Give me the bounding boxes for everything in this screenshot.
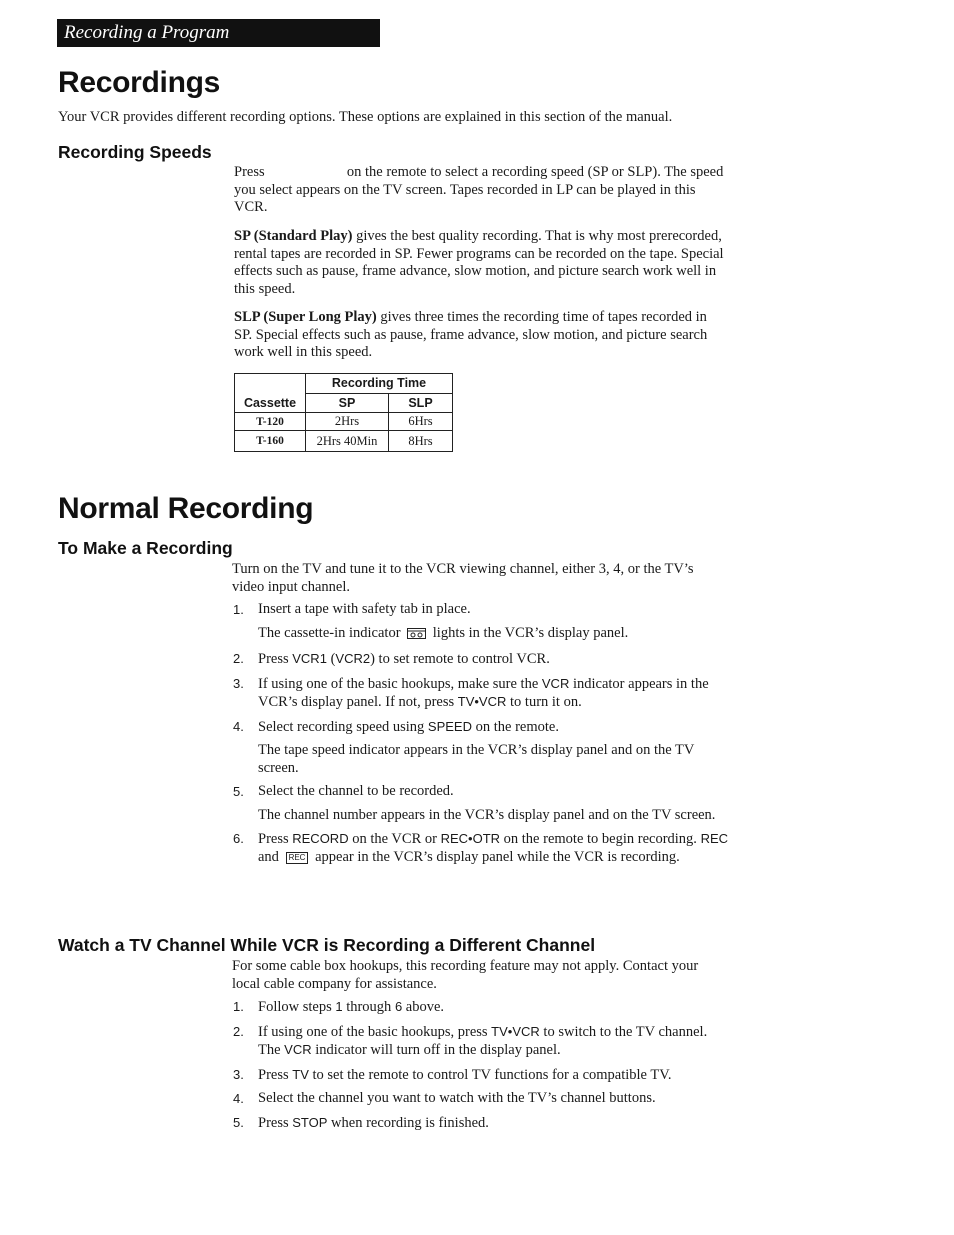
step-text: appear in the VCR’s display panel while the VCR is recording.: [311, 848, 680, 865]
step-number: 1.: [233, 602, 244, 617]
make-recording-steps: [233, 601, 728, 872]
step-number: 5.: [233, 784, 244, 799]
step-number: 4.: [233, 718, 244, 734]
to-make-recording-title: To Make a Recording: [58, 538, 233, 558]
step-text: when recording is finished.: [327, 1114, 489, 1131]
stop-key-label: STOP: [292, 1114, 328, 1130]
step-text: Press: [258, 1114, 293, 1131]
tv-vcr-key-label: TV•VCR: [491, 1023, 540, 1039]
step-ref-1: 1: [335, 999, 343, 1014]
step-text: Select the channel to be recorded.: [258, 783, 454, 799]
vcr2-key-label: VCR2: [335, 651, 371, 666]
recordings-intro: Your VCR provides different recording options. These options are explained in this section of the manual.: [58, 109, 673, 125]
step-number: 2.: [233, 651, 244, 666]
step-text: Follow steps: [258, 999, 336, 1015]
step-text: Press: [258, 651, 293, 667]
step-sub-text-b: lights in the VCR’s display panel.: [432, 624, 629, 641]
record-key-label: RECORD: [292, 831, 349, 846]
col-group-recording-time: Recording Time: [306, 374, 453, 394]
speed-key-label: SPEED: [427, 718, 472, 734]
step-text: indicator appears in the VCR’s display panel. If not, press: [258, 675, 709, 710]
step-text: If using one of the basic hookups, press: [258, 1023, 492, 1040]
step-text: on the VCR or: [348, 831, 441, 847]
step-text: to turn it on.: [506, 694, 582, 710]
step-text: (: [326, 651, 336, 667]
step-text: indicator will turn off in the display panel.: [311, 1042, 561, 1058]
normal-recording-title: Normal Recording: [58, 492, 314, 525]
list-item: [233, 1090, 728, 1108]
step-number: 2.: [233, 1023, 244, 1039]
col-slp: SLP: [389, 393, 453, 413]
recording-time-table: [234, 373, 453, 452]
tv-vcr-key-label: TV•VCR: [457, 694, 507, 709]
rec-indicator-label: REC: [700, 831, 729, 846]
slp-paragraph: [234, 309, 728, 362]
list-item: [233, 601, 728, 644]
vcr-indicator-label: VCR: [284, 1042, 312, 1057]
cell-cassette: T-160: [235, 431, 306, 452]
step-sub: The tape speed indicator appears in the VCR’s display panel and on the TV screen.: [258, 742, 695, 776]
list-item: [233, 1023, 728, 1060]
speeds-text-a: Press: [234, 164, 269, 180]
step-text: Press: [258, 1066, 293, 1083]
step-text: Press: [258, 831, 293, 847]
step-text: above.: [402, 999, 445, 1015]
list-item: [233, 998, 728, 1017]
sp-text: gives the best quality recording. That is why most prerecorded, rental tapes are recorded in SP. Fewer programs can be recorded on the tape. Special effects such as pause, frame advance, slow motion, and picture search work well in this speed.: [234, 228, 724, 297]
cell-slp: 6Hrs: [389, 413, 453, 431]
cell-cassette: T-120: [235, 413, 306, 431]
recordings-title: Recordings: [58, 66, 221, 99]
step-text: on the remote.: [472, 718, 559, 735]
speeds-text-b: on the remote to select a recording speed (SP or SLP). The speed you select appears on the TV screen. Tapes recorded in LP can be played in this VCR.: [234, 164, 724, 215]
step-text: ) to set remote to control VCR.: [370, 651, 550, 667]
list-item: [233, 830, 728, 866]
step-text: Select recording speed using: [258, 718, 428, 735]
list-item: [233, 675, 728, 712]
step-text: to set the remote to control TV functions for a compatible TV.: [308, 1066, 672, 1083]
cell-slp: 8Hrs: [389, 431, 453, 452]
list-item: [233, 1114, 728, 1133]
list-item: [233, 783, 728, 824]
recording-speeds-title: Recording Speeds: [58, 142, 212, 162]
step-text: and: [258, 848, 283, 865]
step-sub: The channel number appears in the VCR’s display panel and on the TV screen.: [258, 806, 716, 823]
make-intro: Turn on the TV and tune it to the VCR viewing channel, either 3, 4, or the TV’s video input channel.: [232, 561, 694, 595]
cell-sp: 2Hrs: [306, 413, 389, 431]
sp-term: SP (Standard Play): [234, 228, 353, 244]
list-item: [233, 718, 728, 778]
step-number: 3.: [233, 675, 244, 691]
vcr-indicator-label: VCR: [541, 675, 570, 691]
col-cassette: Cassette: [235, 374, 306, 413]
vcr1-key-label: VCR1: [292, 651, 327, 666]
step-sub: [258, 625, 728, 645]
table-row: [235, 413, 453, 431]
step-text: through: [342, 999, 395, 1015]
step-number: 5.: [233, 1114, 244, 1130]
step-number: 6.: [233, 831, 244, 846]
step-text: If using one of the basic hookups, make sure the: [258, 675, 542, 692]
cassette-in-icon: [407, 627, 426, 645]
list-item: [233, 650, 728, 669]
slp-term: SLP (Super Long Play): [234, 309, 377, 325]
step-text: Insert a tape with safety tab in place.: [258, 601, 471, 617]
step-text: Select the channel you want to watch with the TV’s channel buttons.: [258, 1090, 656, 1106]
rec-indicator-icon: REC: [286, 852, 309, 864]
step-ref-6: 6: [394, 999, 403, 1014]
section-header-title: Recording a Program: [64, 22, 230, 43]
section-header: [57, 19, 380, 47]
tv-key-label: TV: [292, 1066, 309, 1082]
step-number: 1.: [233, 999, 244, 1014]
step-number: 3.: [233, 1066, 244, 1082]
rec-otr-key-label: REC•OTR: [440, 831, 501, 846]
step-number: 4.: [233, 1091, 244, 1106]
col-sp: SP: [306, 393, 389, 413]
slp-text: gives three times the recording time of tapes recorded in SP. Special effects such as pause, frame advance, slow motion, and picture search work well in this speed.: [234, 309, 708, 360]
list-item: [233, 1066, 728, 1085]
speeds-paragraph: [234, 164, 728, 217]
table-row: [235, 431, 453, 452]
watch-intro: For some cable box hookups, this recording feature may not apply. Contact your local cable company for assistance.: [232, 958, 699, 992]
step-sub-text-a: The cassette-in indicator: [258, 624, 401, 641]
watch-tv-steps: [233, 998, 728, 1138]
watch-tv-title: Watch a TV Channel While VCR is Recording a Different Channel: [58, 935, 596, 955]
cell-sp: 2Hrs 40Min: [306, 431, 389, 452]
step-text: on the remote to begin recording.: [500, 831, 701, 847]
sp-paragraph: [234, 228, 728, 298]
step-text: to switch to the TV channel. The: [258, 1023, 708, 1058]
